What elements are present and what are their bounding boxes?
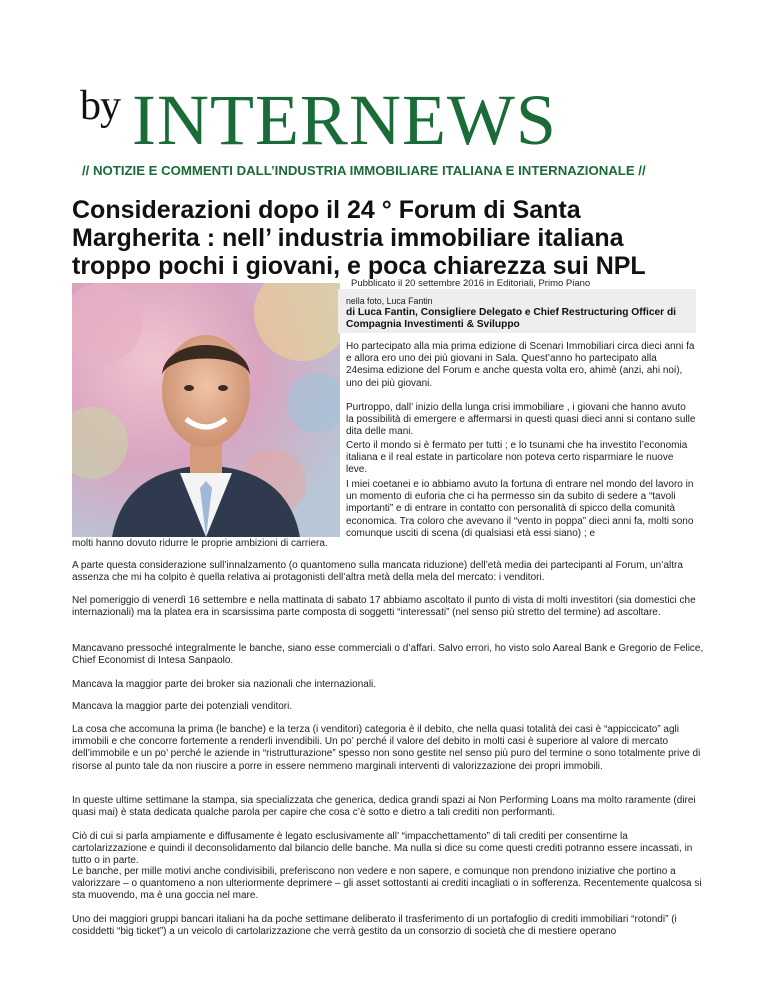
logo-by: by	[80, 83, 120, 129]
body-paragraph-7: In queste ultime settimane la stampa, sia specializzata che generica, dedica grandi spazi ai Non Performing Loans ma molto raramente (direi quasi mai) è stata dedicata qualche parola per capire che cosa c’è sotto e dietro a tali crediti non performanti.	[72, 795, 696, 819]
logo-brand: INTERNEWS	[132, 80, 557, 160]
author-photo-image	[72, 283, 340, 537]
article-title: Considerazioni dopo il 24 ° Forum di Santa Margherita : nell’ industria immobiliare italiana troppo pochi i giovani, e poca chiarezza sui NPL	[72, 196, 646, 280]
intro-paragraph-3: Certo il mondo si è fermato per tutti ; e lo tsunami che ha investito l’economia italiana e il real estate in particolare non poteva certo risparmiare le nuove leve.	[346, 440, 688, 476]
body-paragraph-8: Ciò di cui si parla ampiamente e diffusamente è legato esclusivamente all’ “impacchettamento” di tali crediti per consentirne la cartolarizzazione e quindi il deconsolidamento dal bilancio delle banche. Ma nulla si dice su come questi crediti potranno essere incassati, in tutto o in parte.	[72, 831, 693, 867]
body-paragraph-1: A parte questa considerazione sull’innalzamento (o quantomeno sulla mancata riduzione) dell’età media dei partecipanti al Forum, un’altra assenza che mi ha colpito è quella relativa ai protagonisti dell’altra metà della mela del mercato: i venditori.	[72, 560, 683, 584]
body-paragraph-4: Mancava la maggior parte dei broker sia nazionali che internazionali.	[72, 679, 377, 690]
body-paragraph-6: La cosa che accomuna la prima (le banche) e la terza (i venditori) categoria è il debito, che nella quasi totalità dei casi è “appiccicato” agli immobili e che concorre fortemente a renderli invendibili. Un po’ perché il valore del debito in molti casi è superiore al valore di mercato dell’immobile e un po’ perché le aziende in “ristrutturazione” spesso non sono gestite nel senso più puro del termine o sono totalmente prive di risorse al punto tale da non riuscire a porre in essere nemmeno marginali interventi di valorizzazione dei propri immobili.	[72, 724, 701, 772]
intro-paragraph-2: Purtroppo, dall’ inizio della lunga crisi immobiliare , i giovani che hanno avuto la possibilità di emergere e affermarsi in questi quasi dieci anni si contano sulle dita delle mani.	[346, 402, 696, 438]
body-paragraph-5: Mancava la maggior parte dei potenziali venditori.	[72, 701, 293, 712]
body-paragraph-2: Nel pomeriggio di venerdì 16 settembre e nella mattinata di sabato 17 abbiamo ascoltato il punto di vista di molti investitori (sia domestici che internazionali) ma la platea era in scarsissima parte composta di soggetti “interessati” (nel senso più stretto del termine) ad ascoltare.	[72, 595, 696, 619]
intro-paragraph-4: I miei coetanei e io abbiamo avuto la fortuna di entrare nel mondo del lavoro in un momento di euforia che ci ha permesso sin da subito di sedere a “tavoli importanti” e di entrare in contatto con personalità di spicco della comunità economica. Tra coloro che avevano il “vento in poppa” dieci anni fa, molti sono comunque usciti di scena (di qualsiasi età essi siano) ; e	[346, 479, 694, 539]
body-paragraph-10: Uno dei maggiori gruppi bancari italiani ha da poche settimane deliberato il trasferimento di un portafoglio di crediti immobiliari “rotondi” (i cosiddetti “big ticket”) a un veicolo di cartolarizzazione che verrà gestito da un consorzio di società che di mestiere operano	[72, 914, 677, 938]
intro-paragraph-4-continued: molti hanno dovuto ridurre le proprie ambizioni di carriera.	[72, 538, 328, 549]
masthead-logo	[80, 78, 700, 158]
intro-paragraph-1: Ho partecipato alla mia prima edizione di Scenari Immobiliari circa dieci anni fa e allora ero uno dei più giovani in Sala. Quest’anno ho partecipato alla 24esima edizione del Forum e anche questa volta ero, ahimè (anzi, ahi noi), uno dei più giovani.	[346, 341, 695, 389]
author-photo	[72, 283, 340, 537]
body-paragraph-9: Le banche, per mille motivi anche condivisibili, preferiscono non vedere e non sapere, e comunque non prendono iniziative che portino a valorizzare – o quantomeno a non ulteriormente deprimere – gli asset sottostanti ai crediti incagliati o in sofferenza. Recentemente qualcosa si sta muovendo, ma è una goccia nel mare.	[72, 866, 702, 902]
publication-info: Pubblicato il 20 settembre 2016 in Editoriali, Primo Piano	[351, 278, 591, 289]
photo-caption: nella foto, Luca Fantin	[346, 296, 433, 306]
author-byline: di Luca Fantin, Consigliere Delegato e Chief Restructuring Officer di Compagnia Investimenti & Sviluppo	[346, 307, 677, 330]
body-paragraph-3: Mancavano pressoché integralmente le banche, siano esse commerciali o d’affari. Salvo errori, ho visto solo Aareal Bank e Gregorio de Felice, Chief Economist di Intesa Sanpaolo.	[72, 643, 704, 667]
tagline: // NOTIZIE E COMMENTI DALL’INDUSTRIA IMMOBILIARE ITALIANA E INTERNAZIONALE //	[82, 163, 646, 178]
